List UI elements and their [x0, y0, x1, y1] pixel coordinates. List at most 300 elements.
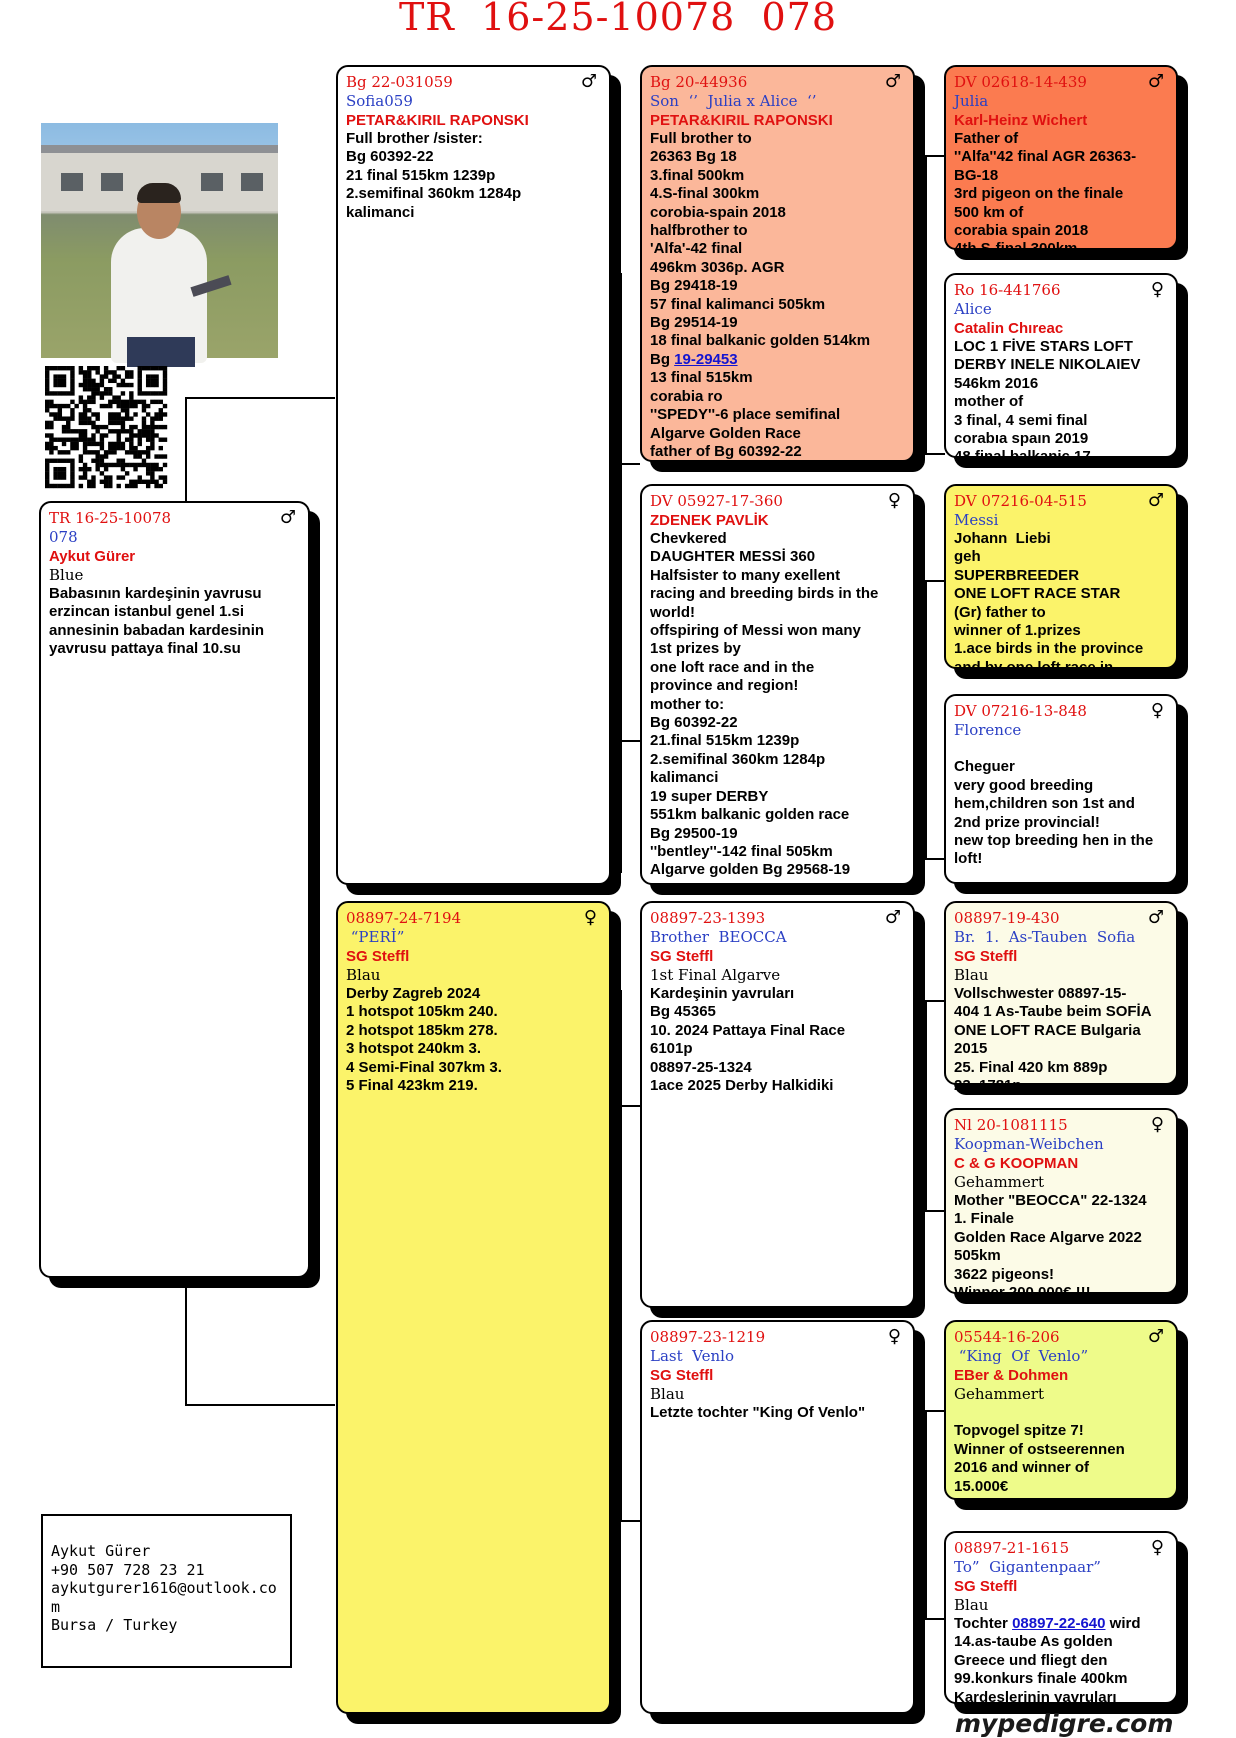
qr-module: [129, 450, 133, 454]
qr-module: [49, 450, 53, 454]
qr-module: [100, 463, 104, 467]
male-icon: ♂: [1147, 907, 1164, 928]
qr-module: [121, 379, 125, 383]
qr-module: [79, 383, 83, 387]
qr-module: [117, 421, 121, 425]
qr-module: [62, 438, 66, 442]
qr-module: [138, 374, 142, 378]
pigeon-name: Brother BEOCCA: [650, 928, 787, 946]
qr-module: [83, 433, 87, 437]
qr-module: [91, 387, 95, 391]
connector-ss-ssd: [925, 453, 945, 455]
qr-module: [150, 400, 154, 404]
qr-module: [154, 366, 158, 370]
qr-module: [95, 416, 99, 420]
qr-module: [150, 480, 154, 484]
owner-name: PETAR&KIRIL RAPONSKI: [650, 112, 833, 129]
owner-photo: [41, 123, 278, 358]
ring-number: DV 05927-17-360: [650, 492, 783, 510]
qr-module: [66, 425, 70, 429]
qr-module: [146, 425, 150, 429]
qr-module: [62, 459, 66, 463]
qr-module: [146, 438, 150, 442]
qr-module: [117, 475, 121, 479]
owner-name: Karl-Heinz Wichert: [954, 112, 1088, 129]
pigeon-info: Full brother /sister: Bg 60392-22 21 final 515km 1239p 2.semifinal 360km 1284p kalimanci: [346, 130, 522, 221]
pigeon-name: Koopman-Weibchen: [954, 1135, 1104, 1153]
sire-card[interactable]: [336, 65, 611, 885]
qr-module: [150, 379, 154, 383]
qr-module: [49, 442, 53, 446]
qr-module: [138, 400, 142, 404]
qr-module: [45, 459, 49, 463]
qr-module: [142, 433, 146, 437]
qr-module: [108, 475, 112, 479]
qr-module: [79, 467, 83, 471]
owner-name: SG Steffl: [954, 948, 1018, 965]
qr-module: [95, 450, 99, 454]
qr-module: [100, 438, 104, 442]
owner-name: SG Steffl: [954, 1578, 1018, 1595]
qr-module: [62, 450, 66, 454]
qr-module: [138, 454, 142, 458]
qr-module: [146, 383, 150, 387]
qr-module: [121, 391, 125, 395]
qr-module: [58, 438, 62, 442]
qr-module: [70, 374, 74, 378]
qr-module: [125, 484, 129, 488]
pigeon-name: Messi: [954, 511, 999, 529]
qr-module: [138, 442, 142, 446]
qr-module: [154, 379, 158, 383]
qr-module: [150, 471, 154, 475]
pigeon-info: Father of ''Alfa''42 final AGR 26363- BG-18 3rd pigeon on the finale 500 km of corabia spain 2018 4th S-final 300km: [954, 130, 1137, 258]
photo-window: [61, 173, 83, 191]
qr-module: [154, 463, 158, 467]
qr-module: [91, 412, 95, 416]
qr-module: [146, 454, 150, 458]
qr-module: [163, 370, 167, 374]
ddd-card[interactable]: [944, 1531, 1178, 1704]
qr-module: [83, 429, 87, 433]
pigeon-name: Florence: [954, 721, 1022, 739]
qr-module: [163, 404, 167, 408]
qr-module: [100, 433, 104, 437]
dam-sire-card[interactable]: [640, 901, 915, 1308]
male-icon: ♂: [279, 507, 296, 528]
qr-module: [125, 404, 129, 408]
qr-module: [159, 467, 163, 471]
qr-module: [142, 416, 146, 420]
qr-module: [83, 471, 87, 475]
qr-module: [108, 379, 112, 383]
qr-module: [121, 475, 125, 479]
qr-module: [87, 408, 91, 412]
qr-module: [83, 442, 87, 446]
qr-module: [146, 412, 150, 416]
qr-module: [129, 480, 133, 484]
qr-module: [121, 400, 125, 404]
pedigree-title: TR 16-25-10078 078: [398, 0, 838, 39]
qr-module: [100, 383, 104, 387]
qr-module: [100, 442, 104, 446]
qr-module: [83, 387, 87, 391]
qr-module: [129, 433, 133, 437]
qr-module: [87, 421, 91, 425]
qr-module: [112, 463, 116, 467]
qr-module: [142, 421, 146, 425]
qr-module: [138, 387, 142, 391]
dam-dam-card[interactable]: [640, 1320, 915, 1714]
qr-module: [45, 408, 49, 412]
qr-module: [142, 459, 146, 463]
qr-module: [74, 442, 78, 446]
qr-module: [58, 404, 62, 408]
connector-sire-vertical: [620, 273, 622, 873]
qr-module: [91, 391, 95, 395]
qr-module: [53, 446, 57, 450]
qr-module: [146, 429, 150, 433]
connector-ds-dsd: [925, 1210, 945, 1212]
qr-module: [150, 438, 154, 442]
qr-module: [163, 425, 167, 429]
qr-module: [58, 391, 62, 395]
qr-module: [79, 438, 83, 442]
qr-module: [138, 383, 142, 387]
qr-module: [79, 370, 83, 374]
qr-module: [49, 421, 53, 425]
qr-module: [62, 391, 66, 395]
qr-module: [129, 429, 133, 433]
qr-module: [83, 404, 87, 408]
female-icon: ♀: [1150, 700, 1164, 721]
qr-module: [53, 383, 57, 387]
qr-module: [58, 412, 62, 416]
qr-module: [117, 459, 121, 463]
qr-module: [125, 463, 129, 467]
connector-ss-sss: [925, 155, 945, 157]
qr-module: [62, 471, 66, 475]
qr-module: [45, 366, 49, 370]
female-icon: ♀: [583, 907, 597, 928]
ring-number: Bg 20-44936: [650, 73, 748, 91]
qr-module: [66, 429, 70, 433]
qr-module: [45, 425, 49, 429]
photo-window: [241, 173, 263, 191]
qr-module: [150, 391, 154, 395]
qr-module: [79, 454, 83, 458]
qr-module: [163, 379, 167, 383]
qr-module: [112, 412, 116, 416]
qr-module: [95, 425, 99, 429]
pigeon-info: LOC 1 FİVE STARS LOFT DERBY INELE NIKOLAIEV 546km 2016 mother of 3 final, 4 semi final corabıa spaın 2019 48 final balkanic 17: [954, 338, 1141, 466]
qr-module: [117, 442, 121, 446]
qr-module: [163, 438, 167, 442]
qr-module: [117, 366, 121, 370]
qr-module: [159, 425, 163, 429]
qr-module: [150, 467, 154, 471]
qr-module: [125, 450, 129, 454]
qr-module: [117, 412, 121, 416]
photo-person-hair: [137, 183, 181, 203]
male-icon: ♂: [884, 71, 901, 92]
qr-module: [87, 400, 91, 404]
qr-module: [79, 412, 83, 416]
qr-module: [87, 438, 91, 442]
qr-module: [49, 425, 53, 429]
ring-number: 08897-23-1219: [650, 1328, 766, 1346]
qr-module: [117, 484, 121, 488]
qr-module: [70, 408, 74, 412]
qr-module: [79, 484, 83, 488]
qr-module: [159, 408, 163, 412]
qr-module: [121, 425, 125, 429]
qr-module: [100, 379, 104, 383]
qr-module: [83, 421, 87, 425]
qr-module: [104, 475, 108, 479]
qr-module: [53, 484, 57, 488]
ring-link[interactable]: 19-29453: [674, 350, 738, 368]
qr-module: [91, 400, 95, 404]
qr-module: [58, 459, 62, 463]
qr-module: [100, 471, 104, 475]
qr-module: [45, 467, 49, 471]
ring-link[interactable]: 08897-22-640: [1012, 1615, 1106, 1632]
qr-module: [45, 379, 49, 383]
qr-module: [58, 471, 62, 475]
qr-module: [142, 463, 146, 467]
pigeon-info: Babasının kardeşinin yavrusu erzincan istanbul genel 1.si annesinin babadan kardesinin yavrusu pattaya final 10.su: [49, 585, 265, 658]
qr-module: [146, 484, 150, 488]
ring-number: 05544-16-206: [954, 1328, 1060, 1346]
qr-module: [154, 391, 158, 395]
qr-module: [150, 366, 154, 370]
qr-module: [138, 370, 142, 374]
qr-module: [125, 383, 129, 387]
qr-module: [100, 391, 104, 395]
qr-module: [58, 416, 62, 420]
subject-card[interactable]: [39, 501, 310, 1278]
qr-module: [108, 416, 112, 420]
dsd-card[interactable]: [944, 1108, 1178, 1302]
qr-module: [62, 383, 66, 387]
qr-module: [121, 429, 125, 433]
qr-module: [49, 459, 53, 463]
qr-module: [70, 442, 74, 446]
qr-module: [146, 379, 150, 383]
qr-module: [133, 446, 137, 450]
qr-module: [49, 438, 53, 442]
qr-module: [117, 404, 121, 408]
qr-module: [121, 463, 125, 467]
qr-module: [49, 391, 53, 395]
qr-module: [104, 480, 108, 484]
qr-module: [133, 400, 137, 404]
info-text: Full brother to 26363 Bg 18 3.final 500km 4.S-final 300km corobia-spain 2018 halfbrother to 'Alfa'-42 final 496km 3036p. AGR Bg 29418-19 57 final kalimanci 505km Bg 29514-19 18 final balkanic golden 514km Bg: [650, 130, 871, 368]
pigeon-name: “PERİ”: [346, 928, 405, 946]
qr-module: [49, 404, 53, 408]
connector-sire-sd: [620, 740, 640, 742]
ring-number: 08897-21-1615: [954, 1539, 1070, 1557]
qr-module: [45, 387, 49, 391]
ring-number: DV 02618-14-439: [954, 73, 1087, 91]
qr-module: [112, 370, 116, 374]
qr-module: [129, 438, 133, 442]
qr-module: [108, 387, 112, 391]
qr-module: [104, 467, 108, 471]
qr-module: [159, 416, 163, 420]
qr-module: [117, 395, 121, 399]
connector-dam-ds: [620, 1105, 640, 1107]
qr-module: [53, 467, 57, 471]
qr-module: [49, 433, 53, 437]
pigeon-info: Vollschwester 08897-15- 404 1 As-Taube beim SOFİA ONE LOFT RACE Bulgaria 2015 25. Final 420 km 889p 23. 1781p: [954, 985, 1152, 1095]
qr-module: [62, 366, 66, 370]
qr-module: [129, 374, 133, 378]
qr-module: [100, 446, 104, 450]
qr-module: [45, 400, 49, 404]
dss-card[interactable]: [944, 901, 1178, 1095]
qr-module: [163, 463, 167, 467]
sire-dam-card[interactable]: [640, 484, 915, 885]
qr-module: [70, 412, 74, 416]
qr-module: [154, 467, 158, 471]
ring-number: 08897-23-1393: [650, 909, 766, 927]
qr-module: [66, 450, 70, 454]
qr-module: [150, 475, 154, 479]
qr-module: [108, 429, 112, 433]
qr-module: [91, 442, 95, 446]
qr-module: [163, 454, 167, 458]
owner-name: Catalin Chıreac: [954, 320, 1064, 337]
qr-module: [150, 425, 154, 429]
ring-number: Ro 16-441766: [954, 281, 1061, 299]
qr-module: [53, 459, 57, 463]
qr-module: [121, 446, 125, 450]
sds-card[interactable]: [944, 484, 1178, 676]
qr-module: [53, 438, 57, 442]
qr-module: [91, 484, 95, 488]
qr-module: [70, 370, 74, 374]
qr-module: [112, 450, 116, 454]
qr-module: [45, 471, 49, 475]
qr-module: [83, 463, 87, 467]
qr-module: [83, 400, 87, 404]
sdd-card[interactable]: [944, 694, 1178, 884]
qr-module: [70, 484, 74, 488]
qr-module: [142, 366, 146, 370]
qr-module: [91, 421, 95, 425]
qr-module: [53, 404, 57, 408]
qr-module: [49, 366, 53, 370]
qr-module: [108, 480, 112, 484]
qr-module: [104, 374, 108, 378]
qr-module: [45, 463, 49, 467]
female-icon: ♀: [887, 490, 901, 511]
qr-module: [100, 459, 104, 463]
qr-module: [62, 467, 66, 471]
qr-module: [138, 463, 142, 467]
qr-module: [70, 391, 74, 395]
qr-module: [121, 416, 125, 420]
qr-module: [87, 387, 91, 391]
qr-code-icon[interactable]: [45, 366, 167, 488]
qr-module: [53, 374, 57, 378]
qr-module: [163, 366, 167, 370]
connector-dam-dd: [620, 1520, 640, 1522]
brand-logo[interactable]: mypedigre.com: [955, 1709, 1174, 1738]
qr-module: [83, 446, 87, 450]
qr-module: [159, 475, 163, 479]
qr-module: [91, 438, 95, 442]
pigeon-info: [954, 1615, 1176, 1707]
qr-module: [108, 391, 112, 395]
pigeon-info: Mother "BEOCCA" 22-1324 1. Finale Golden Race Algarve 2022 505km 3622 pigeons! Winner 200.000€ !!!: [954, 1192, 1147, 1302]
owner-name: SG Steffl: [650, 948, 714, 965]
pigeon-name: “King Of Venlo”: [954, 1347, 1089, 1365]
pigeon-name: Julia: [954, 92, 989, 110]
ssd-card[interactable]: [944, 273, 1178, 466]
qr-module: [62, 374, 66, 378]
qr-module: [79, 475, 83, 479]
qr-module: [163, 475, 167, 479]
qr-module: [83, 475, 87, 479]
qr-module: [117, 400, 121, 404]
qr-module: [159, 438, 163, 442]
qr-module: [53, 416, 57, 420]
qr-module: [159, 454, 163, 458]
dam-card[interactable]: [336, 901, 611, 1714]
connector-dd-ddd: [925, 1618, 945, 1620]
sire-sire-card[interactable]: [640, 65, 915, 462]
pigeon-name: Son ‘’ Julia x Alice ‘’: [650, 92, 817, 110]
pigeon-color: Blau: [954, 1596, 989, 1614]
pigeon-name: Last Venlo: [650, 1347, 734, 1365]
qr-module: [138, 480, 142, 484]
qr-module: [133, 454, 137, 458]
pigeon-info: SUPERBREEDER ONE LOFT RACE STAR (Gr) father to winner of 1.prizes 1.ace birds in the province and by one loft race in: [954, 566, 1144, 676]
qr-module: [53, 391, 57, 395]
ring-number: Nl 20-1081115: [954, 1116, 1068, 1134]
qr-module: [138, 438, 142, 442]
pigeon-color: 1st Final Algarve: [650, 966, 781, 984]
qr-module: [70, 429, 74, 433]
sss-card[interactable]: [944, 65, 1178, 258]
qr-module: [49, 446, 53, 450]
qr-module: [138, 429, 142, 433]
qr-module: [58, 379, 62, 383]
qr-module: [58, 383, 62, 387]
dds-card[interactable]: [944, 1320, 1178, 1500]
qr-module: [112, 379, 116, 383]
qr-module: [83, 379, 87, 383]
qr-module: [154, 416, 158, 420]
qr-module: [146, 471, 150, 475]
qr-module: [70, 463, 74, 467]
qr-module: [83, 412, 87, 416]
qr-module: [79, 400, 83, 404]
qr-module: [146, 450, 150, 454]
qr-module: [163, 480, 167, 484]
qr-module: [125, 438, 129, 442]
qr-module: [91, 433, 95, 437]
qr-module: [70, 459, 74, 463]
qr-module: [150, 429, 154, 433]
female-icon: ♀: [1150, 1537, 1164, 1558]
qr-module: [58, 450, 62, 454]
pigeon-info: Kardeşinin yavruları Bg 45365 10. 2024 Pattaya Final Race 6101p 08897-25-1324 1ace 2025 Derby Halkidiki: [650, 985, 846, 1095]
qr-module: [121, 459, 125, 463]
